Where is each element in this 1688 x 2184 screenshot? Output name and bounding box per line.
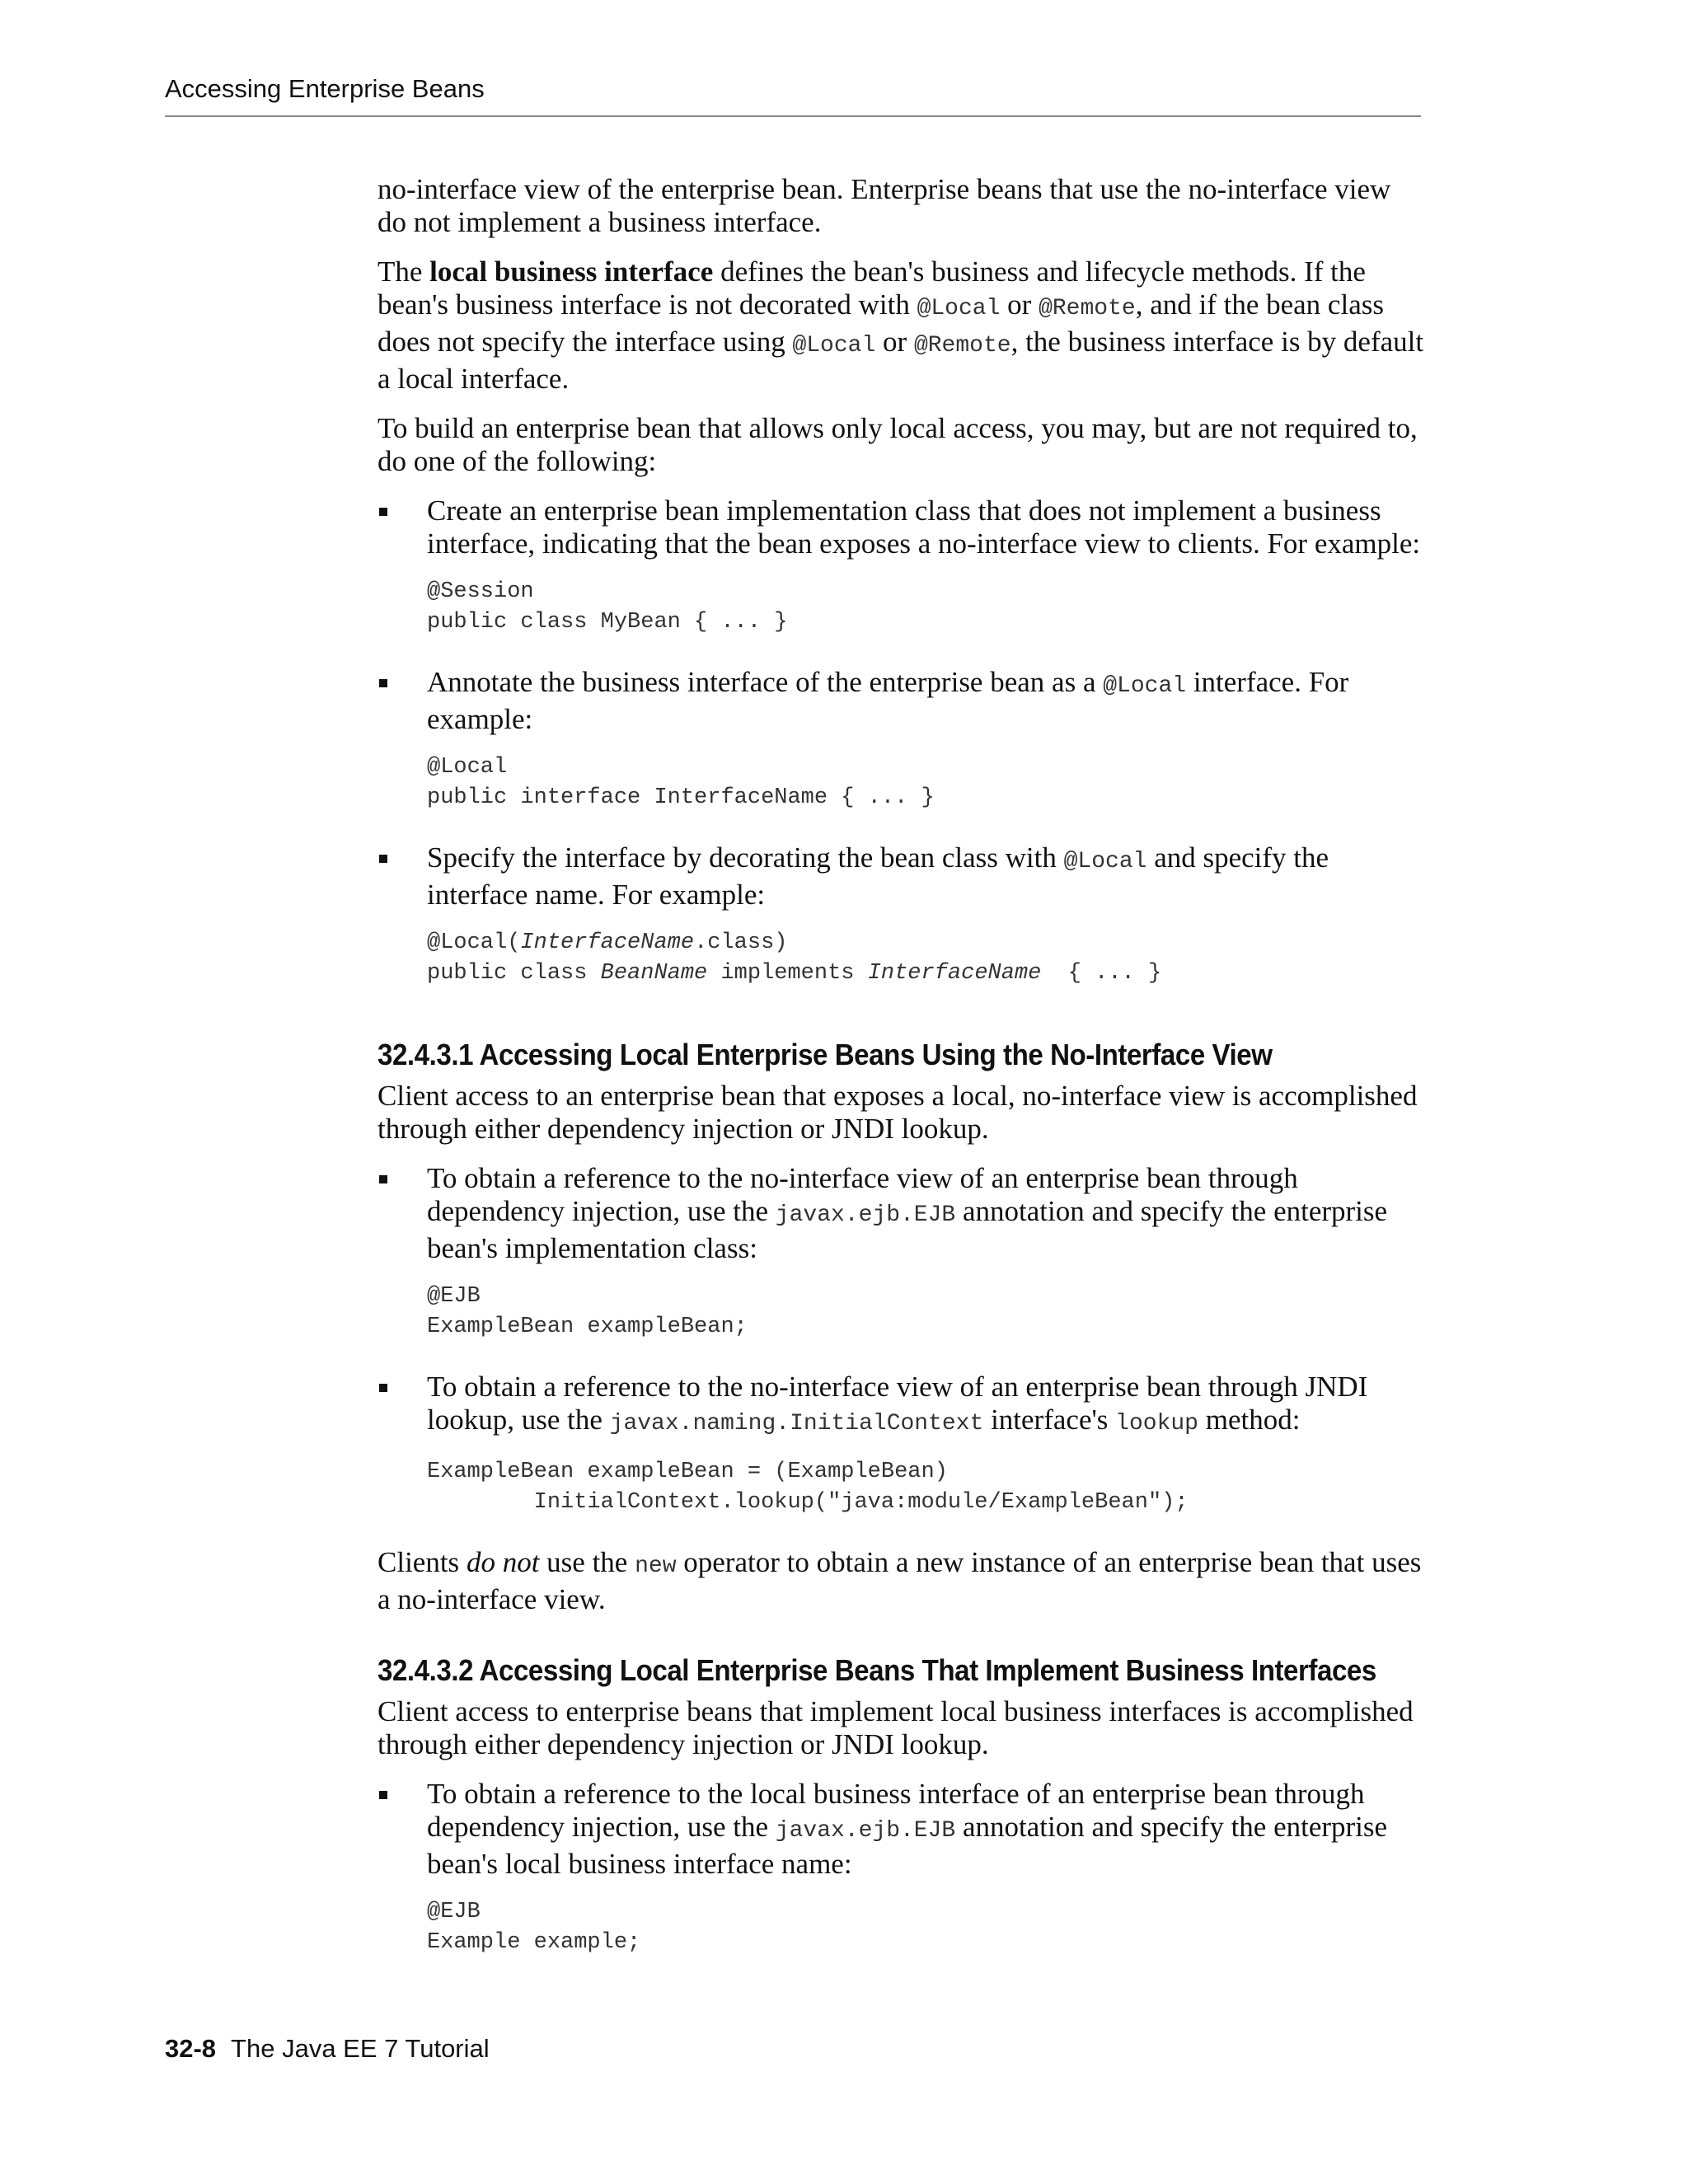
page-footer — [165, 2034, 490, 2064]
code-inline: javax.naming.InitialContext — [609, 1411, 984, 1436]
bullet-icon — [379, 679, 387, 687]
code-block: @Session public class MyBean { ... } — [427, 579, 788, 635]
list-item-text: To obtain a reference to the no-interface view of an enterprise bean through JNDI lookup, use the javax.naming.InitialContext interface's lookup method: — [427, 1371, 1368, 1436]
code-inline: javax.ejb.EJB — [775, 1818, 956, 1844]
section1-closing: Clients do not use the new operator to obtain a new instance of an enterprise bean that uses a no-interface view. — [377, 1546, 1422, 1615]
code-inline: @Local — [792, 333, 876, 359]
code-inline: lookup — [1115, 1411, 1198, 1436]
code-block: @Local public interface InterfaceName { ... } — [427, 755, 935, 810]
code-inline: @Local — [1103, 673, 1187, 699]
code-inline: new — [635, 1554, 677, 1579]
code-inline: @Remote — [1039, 296, 1136, 321]
term-local-business-interface: local business interface — [429, 255, 714, 288]
bullet-icon — [379, 855, 387, 863]
emphasis-do-not: do not — [466, 1546, 540, 1578]
list-item-text: To obtain a reference to the no-interface view of an enterprise bean through dependency injection, use the javax.ejb.EJB annotation and specify the enterprise bean's implementation class: — [427, 1162, 1388, 1264]
list-item — [377, 1371, 1424, 1518]
code-inline: @Local — [917, 296, 1001, 321]
section-heading-business-interfaces: 32.4.3.2 Accessing Local Enterprise Beans That Implement Business Interfaces — [377, 1653, 1376, 1687]
list-item — [377, 1778, 1424, 1958]
bullet-icon — [379, 508, 387, 516]
page-number: 32-8 — [165, 2034, 217, 2063]
intro-paragraph-1: no-interface view of the enterprise bean. Enterprise beans that use the no-interface view do not implement a business interface. — [377, 173, 1391, 238]
list-item-text: Annotate the business interface of the enterprise bean as a @Local interface. For example: — [427, 666, 1349, 735]
code-inline: javax.ejb.EJB — [775, 1202, 956, 1228]
code-block: ExampleBean exampleBean = (ExampleBean) InitialContext.lookup("java:module/ExampleBean"); — [427, 1460, 1189, 1515]
running-header — [165, 74, 1421, 117]
list-item-text: To obtain a reference to the local business interface of an enterprise bean through dependency injection, use the javax.ejb.EJB annotation and specify the enterprise bean's local business interface name: — [427, 1778, 1388, 1880]
bullet-icon — [379, 1384, 387, 1392]
bullet-icon — [379, 1175, 387, 1183]
local-access-options-list — [377, 494, 1424, 989]
intro-paragraph-3: To build an enterprise bean that allows only local access, you may, but are not required to, do one of the following: — [377, 412, 1418, 477]
running-title: Accessing Enterprise Beans — [165, 74, 485, 103]
bullet-icon — [379, 1791, 387, 1799]
code-inline: @Remote — [913, 333, 1011, 359]
list-item — [377, 841, 1424, 989]
book-title: The Java EE 7 Tutorial — [231, 2034, 490, 2063]
list-item-text: Create an enterprise bean implementation class that does not implement a business interface, indicating that the bean exposes a no-interface view to clients. For example: — [427, 494, 1421, 560]
business-interface-access-list — [377, 1778, 1424, 1958]
code-block: @EJB ExampleBean exampleBean; — [427, 1284, 748, 1339]
list-item — [377, 666, 1424, 813]
list-item-text: Specify the interface by decorating the bean class with @Local and specify the interface name. For example: — [427, 841, 1329, 911]
intro-paragraph-2: The local business interface defines the bean's business and lifecycle methods. If the bean's business interface is not decorated with @Local or @Remote, and if the bean class does not specify the interface using @Local or @Remote, the business interface is by default a local interface. — [377, 255, 1424, 395]
no-interface-access-list — [377, 1162, 1424, 1518]
section2-intro: Client access to enterprise beans that implement local business interfaces is accomplished through either dependency injection or JNDI lookup. — [377, 1695, 1414, 1760]
code-block: @Local(InterfaceName.class) public class BeanName implements InterfaceName { ... } — [427, 930, 1162, 986]
code-block: @EJB Example example; — [427, 1900, 641, 1955]
section-heading-no-interface-view: 32.4.3.1 Accessing Local Enterprise Beans Using the No-Interface View — [377, 1038, 1273, 1071]
page-content — [377, 173, 1424, 1986]
code-inline: @Local — [1063, 849, 1147, 874]
section1-intro: Client access to an enterprise bean that exposes a local, no-interface view is accomplished through either dependency injection or JNDI lookup. — [377, 1080, 1418, 1145]
list-item — [377, 1162, 1424, 1343]
list-item — [377, 494, 1424, 638]
